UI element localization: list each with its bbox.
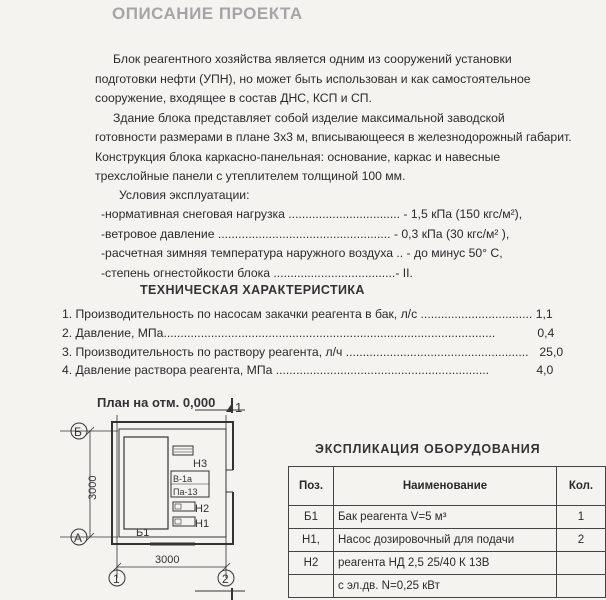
spec-value: 0,4 — [537, 326, 555, 340]
paragraph-line: сооружение, входящее в состав ДНС, КСП и СП. — [95, 91, 372, 105]
axis-b-label: Б — [74, 425, 82, 439]
cell-name: Насос дозировочный для подачи — [334, 529, 557, 552]
axis-1-label: 1 — [113, 572, 120, 586]
paragraph-line: Блок реагентного хозяйства является одним из сооружений установки — [113, 52, 512, 66]
cell-pos — [289, 575, 334, 598]
label-box1: В-1а — [173, 474, 193, 484]
cell-qty: 2 — [557, 529, 606, 552]
axis-a-label: А — [74, 531, 83, 545]
table-row — [289, 529, 606, 552]
axis-2-label: 2 — [222, 572, 229, 586]
label-n3: Н3 — [193, 458, 208, 470]
dim-horizontal-label: 3000 — [155, 554, 180, 566]
cell-qty: 1 — [557, 506, 606, 529]
label-n1: Н1 — [195, 518, 210, 530]
table-row — [289, 575, 606, 598]
paragraph-line: готовности размерами в плане 3х3 м, вписывающееся в железнодорожный габарит. — [95, 130, 572, 144]
tank-b1 — [124, 437, 168, 529]
cell-qty — [557, 552, 606, 575]
equipment-n1 — [173, 517, 195, 526]
paragraph-line: трехслойные панели с утеплителем толщиной 100 мм. — [95, 169, 406, 183]
cell-name: с эл.дв. N=0,25 кВт — [334, 575, 557, 598]
table-row — [289, 552, 606, 575]
spec-label: 4. Давление раствора реагента, МПа ............................................................... — [62, 363, 490, 377]
page-heading: ОПИСАНИЕ ПРОЕКТА — [112, 4, 303, 23]
paragraph-line: Здание блока представляет собой изделие максимальной заводской — [113, 111, 505, 125]
condition-line: -нормативная снеговая нагрузка ................................. - 1,5 кПа (150 кгс/м²), — [101, 207, 523, 221]
spec-value: 4,0 — [536, 363, 554, 377]
condition-line: -расчетная зимняя температура наружного воздуха .. - до минус 50° С, — [101, 246, 503, 260]
table-header-row — [289, 467, 606, 506]
conditions-title: Условия эксплуатации: — [119, 188, 250, 202]
label-box2: Па-13 — [173, 487, 198, 497]
section-mark-label: 1 — [235, 400, 243, 415]
condition-line: -степень огнестойкости блока ....................................- II. — [101, 266, 413, 280]
spec-value: 25,0 — [539, 345, 564, 359]
tech-title: ТЕХНИЧЕСКАЯ ХАРАКТЕРИСТИКА — [140, 283, 365, 297]
cell-pos: Б1 — [289, 506, 334, 529]
explication-table — [288, 466, 606, 598]
dim-vertical-label: 3000 — [87, 475, 99, 500]
condition-line: -ветровое давление ................................................... - 0,3 кПа (30 кгс/м² ), — [101, 227, 510, 241]
table-row — [289, 506, 606, 529]
header-name: Наименование — [334, 467, 557, 506]
cell-name: Бак реагента V=5 м³ — [334, 506, 557, 529]
spec-label: 1. Производительность по насосам закачки реагента в бак, л/с ................................. — [62, 307, 533, 321]
equipment-n3 — [173, 446, 193, 455]
spec-label: 2. Давление, МПа.................................................................................................. — [62, 326, 496, 340]
label-n2: Н2 — [195, 503, 210, 515]
explication-title: ЭКСПЛИКАЦИЯ ОБОРУДОВАНИЯ — [315, 442, 541, 456]
equipment-n2 — [173, 502, 195, 511]
paragraph-line: Конструкция блока каркасно-панельная: основание, каркас и навесные — [95, 150, 501, 164]
header-pos: Поз. — [289, 467, 334, 506]
plan-title: План на отм. 0,000 — [97, 395, 216, 410]
cell-qty — [557, 575, 606, 598]
header-qty: Кол. — [557, 467, 606, 506]
cell-pos: Н2 — [289, 552, 334, 575]
spec-value: 1,1 — [535, 307, 553, 321]
cell-pos: Н1, — [289, 529, 334, 552]
label-b1: Б1 — [136, 527, 150, 539]
cell-name: реагента НД 2,5 25/40 К 13В — [334, 552, 557, 575]
paragraph-line: подготовки нефти (УПН), но может быть использован и как самостоятельное — [95, 72, 531, 86]
spec-label: 3. Производительность по раствору реагента, л/ч ...................................................... — [62, 345, 529, 359]
